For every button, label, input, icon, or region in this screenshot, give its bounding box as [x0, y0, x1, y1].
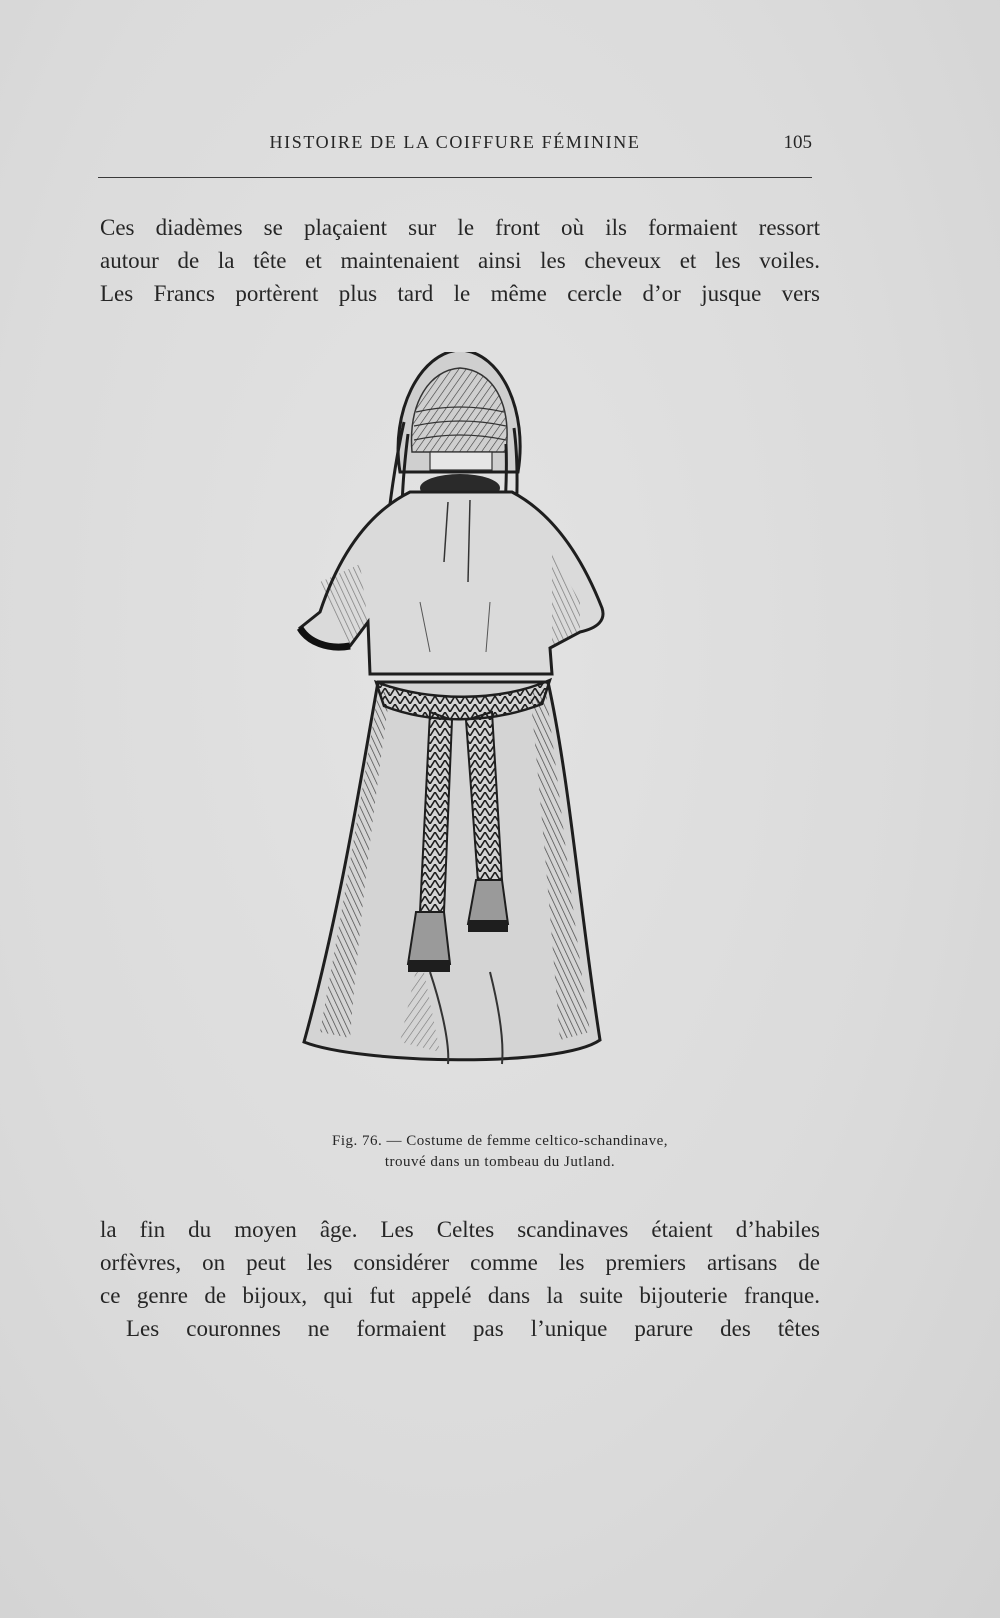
- text-line: Ces diadèmes se plaçaient sur le front où ils formaient ressort: [100, 215, 820, 240]
- caption-line: trouvé dans un tombeau du Jutland.: [384, 1154, 616, 1170]
- figure-costume-illustration: [280, 352, 640, 1112]
- paragraph-before-figure: [100, 211, 820, 310]
- text-line: autour de la tête et maintenaient ainsi les cheveux et les voiles.: [100, 248, 820, 273]
- text-line: ce genre de bijoux, qui fut appelé dans la suite bijouterie franque.: [100, 1283, 820, 1308]
- text-line: la fin du moyen âge. Les Celtes scandinaves étaient d’habiles: [100, 1217, 820, 1242]
- running-title: HISTOIRE DE LA COIFFURE FÉMININE: [269, 132, 641, 152]
- figure-caption: [200, 1131, 800, 1173]
- cape: [300, 492, 603, 674]
- text-line: Les couronnes ne formaient pas l’unique parure des têtes: [126, 1316, 820, 1341]
- next-paragraph: [100, 1312, 820, 1345]
- text-line: Les Francs portèrent plus tard le même cercle d’or jusque vers: [100, 281, 820, 306]
- hood: [398, 352, 520, 472]
- paragraph-after-figure: [100, 1213, 820, 1312]
- page-header: [98, 130, 812, 160]
- costume-engraving: [280, 352, 640, 1112]
- page-number: 105: [783, 132, 812, 153]
- caption-line: Fig. 76. — Costume de femme celtico-schandinave,: [331, 1133, 668, 1149]
- header-rule: [98, 177, 812, 178]
- text-line: orfèvres, on peut les considérer comme les premiers artisans de: [100, 1250, 820, 1275]
